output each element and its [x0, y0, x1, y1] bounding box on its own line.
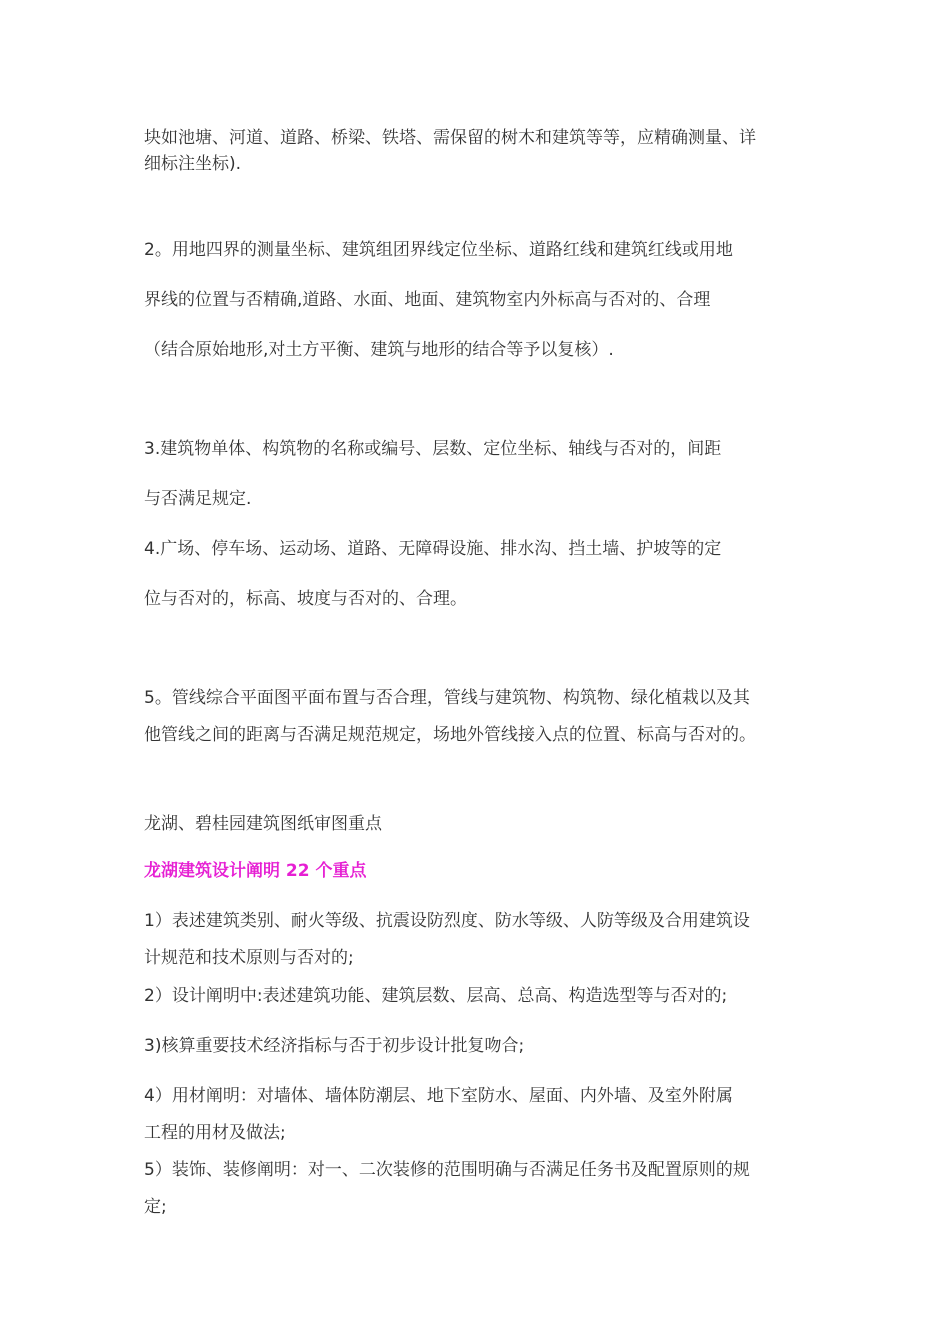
- paragraph-line: 4.广场、停车场、运动场、道路、无障碍设施、排水沟、挡土墙、护坡等的定: [144, 539, 722, 559]
- paragraph-line: 他管线之间的距离与否满足规范规定，场地外管线接入点的位置、标高与否对的。: [144, 725, 756, 745]
- list-item-line: 定;: [144, 1197, 167, 1217]
- list-item-line: 计规范和技术原则与否对的;: [144, 948, 354, 968]
- list-item-line: 工程的用材及做法;: [144, 1123, 286, 1143]
- section-title: 龙湖、碧桂园建筑图纸审图重点: [144, 814, 382, 834]
- list-item-line: 1）表述建筑类别、耐火等级、抗震设防烈度、防水等级、人防等级及合用建筑设: [144, 911, 750, 931]
- list-item-line: 4）用材阐明：对墙体、墙体防潮层、地下室防水、屋面、内外墙、及室外附属: [144, 1086, 733, 1106]
- paragraph-line: 界线的位置与否精确,道路、水面、地面、建筑物室内外标高与否对的、合理: [144, 290, 711, 310]
- paragraph-line: 位与否对的，标高、坡度与否对的、合理。: [144, 589, 467, 609]
- list-item-line: 2）设计阐明中:表述建筑功能、建筑层数、层高、总高、构造选型等与否对的;: [144, 986, 728, 1006]
- paragraph-line: 3.建筑物单体、构筑物的名称或编号、层数、定位坐标、轴线与否对的，间距: [144, 439, 722, 459]
- paragraph-line: 块如池塘、河道、道路、桥梁、铁塔、需保留的树木和建筑等等，应精确测量、详: [144, 128, 756, 148]
- list-item-line: 3)核算重要技术经济指标与否于初步设计批复吻合;: [144, 1036, 525, 1056]
- paragraph-line: 2。用地四界的测量坐标、建筑组团界线定位坐标、道路红线和建筑红线或用地: [144, 240, 733, 260]
- section-heading: 龙湖建筑设计阐明 22 个重点: [144, 861, 367, 881]
- paragraph-line: 细标注坐标).: [144, 154, 242, 174]
- paragraph-line: （结合原始地形,对土方平衡、建筑与地形的结合等予以复核）.: [144, 340, 614, 360]
- list-item-line: 5）装饰、装修阐明：对一、二次装修的范围明确与否满足任务书及配置原则的规: [144, 1160, 750, 1180]
- paragraph-line: 与否满足规定.: [144, 489, 252, 509]
- paragraph-line: 5。管线综合平面图平面布置与否合理，管线与建筑物、构筑物、绿化植栽以及其: [144, 688, 750, 708]
